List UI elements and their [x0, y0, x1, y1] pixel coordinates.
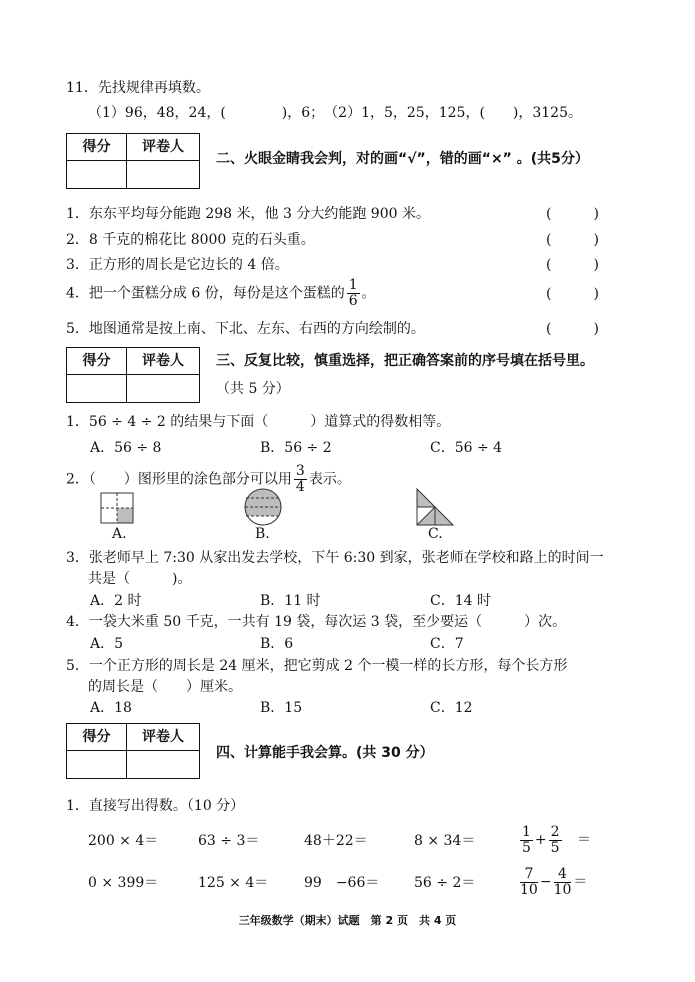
calc-fraction-item	[518, 822, 591, 858]
figure-b-label: B.	[255, 526, 270, 542]
mc-q4: 4．一袋大米重 50 千克，一共有 19 袋，每次运 3 袋，至少要运（ ）次。	[66, 614, 567, 630]
numerator: 4	[554, 867, 572, 883]
tail: 。	[361, 285, 376, 302]
answer-blank[interactable]: ( )	[546, 257, 599, 273]
answer-blank[interactable]: ( )	[546, 232, 599, 248]
numerator: 1	[522, 823, 531, 840]
calc-item: 63 ÷ 3＝	[198, 833, 260, 849]
score-cell[interactable]	[67, 375, 127, 402]
answer-blank[interactable]: ( )	[546, 286, 599, 302]
judge-item-4-text: 4．把一个蛋糕分成 6 份，每份是这个蛋糕的	[66, 285, 345, 302]
equals: ＝	[573, 874, 588, 890]
grader-header: 评卷人	[127, 724, 199, 751]
denominator: 5	[522, 839, 531, 856]
option-a: A．56 ÷ 8	[90, 440, 162, 456]
denominator: 5	[550, 839, 560, 856]
score-table	[66, 347, 200, 403]
calc-item: 48＋22＝	[304, 833, 368, 849]
answer-blank[interactable]: ( )	[546, 321, 599, 337]
calc-item: 56 ÷ 2＝	[414, 875, 476, 891]
judge-item-2: 2．8 千克的棉花比 8000 克的石头重。	[66, 232, 315, 248]
option-c: C．14 时	[430, 593, 491, 609]
fraction	[520, 867, 538, 898]
numerator: 7	[520, 867, 538, 883]
equals: ＝	[576, 832, 591, 848]
grader-cell[interactable]	[127, 751, 199, 778]
judge-item-1: 1．东东平均每分能跑 298 米，他 3 分大约能跑 900 米。	[66, 206, 430, 222]
section4-heading: 四、计算能手我会算。(共 30 分）	[216, 745, 434, 761]
numerator: 3	[295, 463, 305, 479]
option-c: C．56 ÷ 4	[430, 440, 503, 456]
score-header: 得分	[67, 134, 127, 161]
mc-q5-line1: 5．一个正方形的周长是 24 厘米，把它剪成 2 个一模一样的长方形，每个长方形	[66, 658, 568, 674]
option-b: B．6	[260, 636, 294, 652]
option-a: A．5	[90, 636, 124, 652]
score-header: 得分	[67, 724, 127, 751]
calc-item: 99 −66＝	[304, 875, 380, 891]
answer-blank[interactable]: ( )	[546, 206, 599, 222]
fraction	[347, 278, 360, 309]
fraction	[294, 464, 307, 495]
figure-a-label: A.	[112, 526, 127, 542]
calc-item: 200 × 4＝	[88, 833, 159, 849]
section3-points: （共 5 分）	[216, 381, 290, 397]
mc-q2-text: 2．（ ）图形里的涂色部分可以用	[66, 471, 292, 488]
page-footer: 三年级数学（期末）试题 第 2 页 共 4 页	[238, 914, 457, 927]
option-b: B．56 ÷ 2	[260, 440, 332, 456]
score-table	[66, 133, 200, 189]
numerator: 2	[550, 823, 560, 840]
score-table	[66, 723, 200, 779]
score-header: 得分	[67, 348, 127, 375]
mc-q2	[66, 464, 351, 495]
tail: 表示。	[308, 471, 351, 488]
numerator: 1	[348, 277, 358, 293]
section2-heading: 二、火眼金睛我会判，对的画“√”，错的画“×” 。(共5分）	[216, 151, 589, 167]
calc-item: 125 × 4＝	[198, 875, 269, 891]
fraction	[554, 867, 572, 898]
grader-header: 评卷人	[127, 134, 199, 161]
denominator: 10	[553, 881, 572, 898]
q11-title: 11．先找规律再填数。	[66, 80, 210, 96]
option-b: B．11 时	[260, 593, 321, 609]
calc-item: 8 × 34＝	[414, 833, 476, 849]
denominator: 6	[348, 293, 358, 309]
grader-header: 评卷人	[127, 348, 199, 375]
mc-q1: 1．56 ÷ 4 ÷ 2 的结果与下面（ ）道算式的得数相等。	[66, 414, 451, 430]
mc-q3-line1: 3．张老师早上 7:30 从家出发去学校，下午 6:30 到家，张老师在学校和路上的时间一	[66, 550, 604, 566]
calc-item: 0 × 399＝	[88, 875, 159, 891]
figure-a-square	[100, 492, 134, 524]
fraction	[520, 825, 533, 856]
option-a: A．2 时	[90, 593, 142, 609]
option-c: C．12	[430, 700, 473, 716]
fraction	[549, 825, 562, 856]
judge-item-5: 5．地图通常是按上南、下北、左东、右西的方向绘制的。	[66, 321, 425, 337]
denominator: 4	[295, 479, 305, 495]
option-a: A．18	[90, 700, 132, 716]
figure-c-label: C.	[428, 526, 443, 542]
grader-cell[interactable]	[127, 375, 199, 402]
mc-q5-line2: 的周长是（ ）厘米。	[88, 679, 242, 695]
operator: +	[534, 832, 547, 848]
option-b: B．15	[260, 700, 303, 716]
judge-item-4	[66, 278, 376, 309]
mc-q3-line2: 共是（ )。	[88, 571, 192, 587]
q11-line: （1）96，48，24，( )，6； （2）1，5，25，125，( )，3125。	[88, 105, 582, 121]
score-cell[interactable]	[67, 751, 127, 778]
section3-heading: 三、反复比较，慎重选择，把正确答案前的序号填在括号里。	[216, 353, 594, 369]
grader-cell[interactable]	[127, 161, 199, 188]
denominator: 10	[520, 881, 538, 898]
operator: −	[539, 874, 552, 890]
score-cell[interactable]	[67, 161, 127, 188]
figure-b-circle	[244, 488, 282, 526]
figure-c-triangle	[416, 488, 454, 526]
judge-item-3: 3．正方形的周长是它边长的 4 倍。	[66, 257, 289, 273]
option-c: C．7	[430, 636, 464, 652]
calc-q1-title: 1．直接写出得数。（10 分）	[66, 798, 245, 814]
calc-fraction-item	[518, 864, 587, 900]
